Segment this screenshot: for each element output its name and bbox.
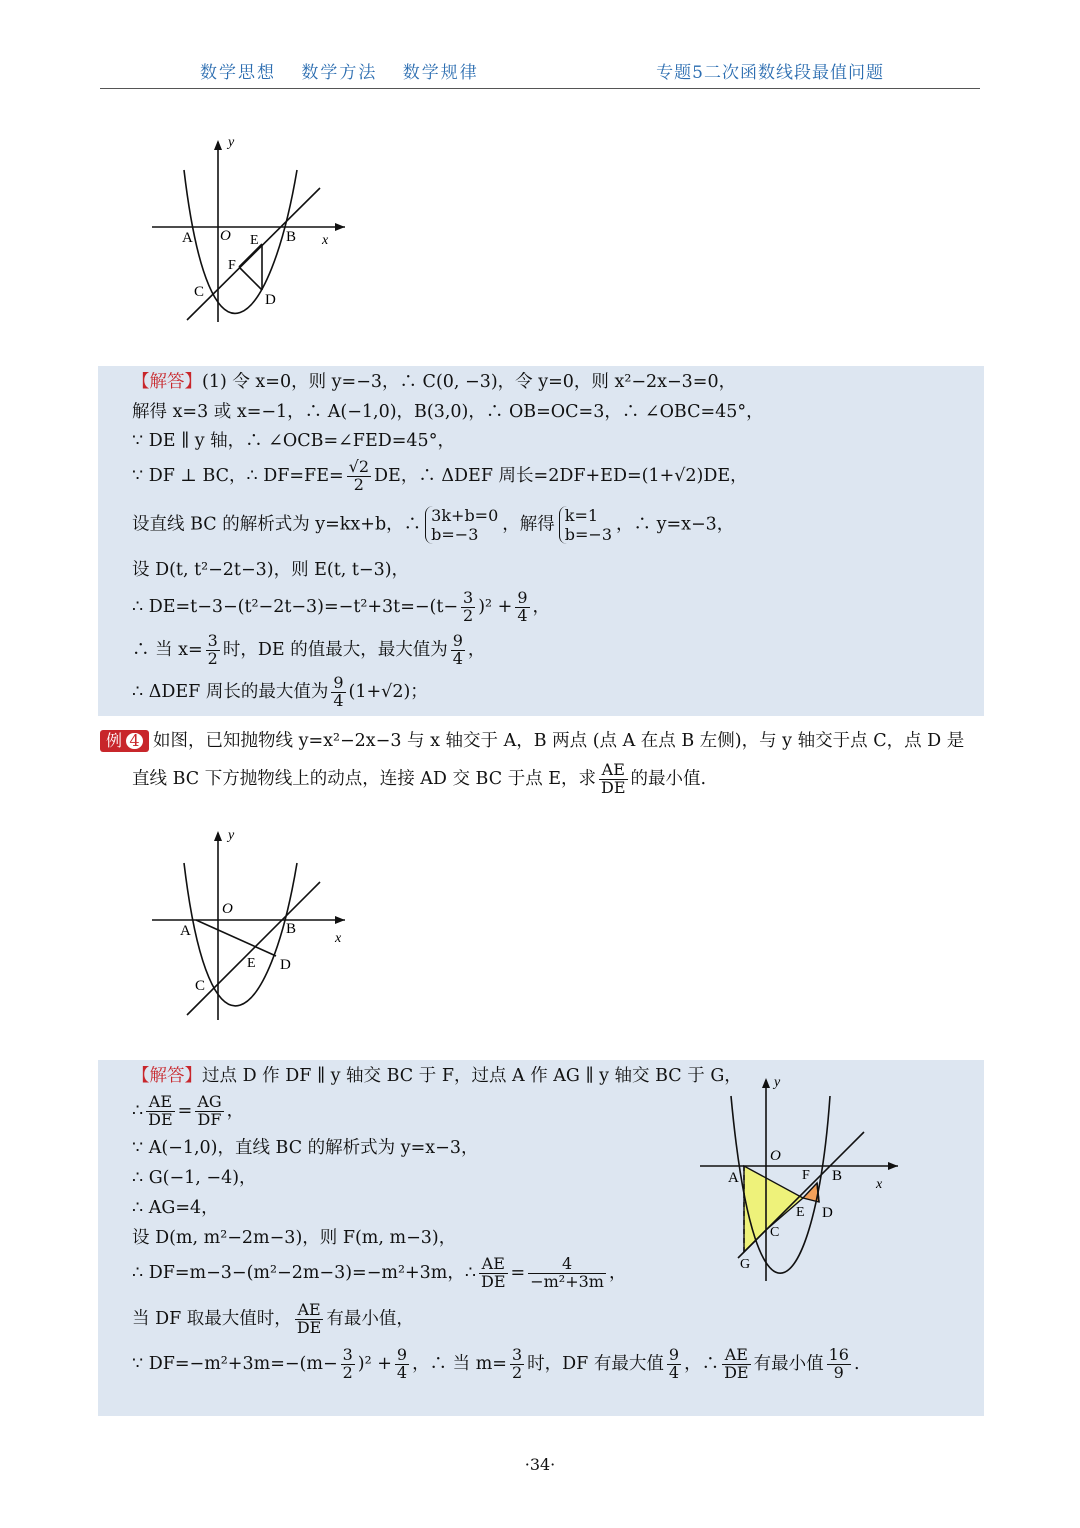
system-2: k=1 b=−3	[559, 506, 612, 544]
figure-3	[698, 1066, 908, 1286]
fig1-C: C	[194, 284, 205, 300]
sol1-line-3: ∵ DE ∥ y 轴，∴ ∠OCB=∠FED=45°，	[132, 431, 455, 451]
sol1-line-9: ∴ ΔDEF 周长的最大值为 $\frac{9}{4}$ (1+√2)；	[132, 673, 428, 710]
fig3-A: A	[728, 1170, 739, 1186]
sol2-line-3: ∵ A(−1,0)，直线 BC 的解析式为 y=x−3，	[132, 1138, 479, 1158]
sol1-line-6: 设 D(t, t²−2t−3)，则 E(t, t−3)，	[132, 560, 410, 580]
sol1-line-2: 解得 x=3 或 x=−1，∴ A(−1,0)，B(3,0)，∴ OB=OC=3，∴ ∠OBC=45°，	[132, 402, 764, 422]
fig1-E: E	[250, 233, 259, 248]
header-left: 数学思想 数学方法 数学规律	[200, 63, 479, 83]
example-text-1: 如图，已知抛物线 y=x²−2x−3 与 x 轴交于 A，B 两点 (点 A 在点 B 左侧)，与 y 轴交于点 C，点 D 是	[153, 731, 965, 751]
figure-2	[140, 825, 370, 1025]
fig2-B: B	[286, 921, 297, 937]
fig2-O: O	[222, 901, 233, 917]
sol2-line-8: 当 DF 取最大值时， $\frac{AE}{DE}$ 有最小值，	[132, 1300, 414, 1337]
sol1-line-8: ∴ 当 x= $\frac{3}{2}$ 时，DE 的值最大，最大值为 $\frac{9}{4}$ ，	[132, 631, 486, 668]
sol1-line-7: ∴ DE=t−3−(t²−2t−3)=−t²+3t=−(t− $\frac{3}{2}$ )² + $\frac{9}{4}$ ，	[132, 588, 550, 625]
fig1-B: B	[286, 229, 297, 245]
solution-1-box	[98, 366, 984, 716]
fig2-E: E	[247, 956, 256, 971]
fig2-y-label: y	[228, 828, 235, 843]
fig3-E: E	[796, 1205, 805, 1220]
sol2-line-5: ∴ AG=4，	[132, 1198, 219, 1218]
fig3-D: D	[822, 1205, 833, 1221]
fig2-D: D	[280, 957, 291, 973]
fig3-C: C	[770, 1225, 780, 1240]
fig2-A: A	[180, 923, 191, 939]
fig1-x-label: x	[322, 233, 329, 248]
sol2-tag: 【解答】	[132, 1066, 202, 1086]
frac-sqrt2-over-2: $\frac{√2}{2}$	[348, 457, 370, 494]
sol1-line-1	[132, 374, 736, 392]
sol1-line-4: ∵ DF ⊥ BC，∴ DF=FE= $\frac{√2}{2}$ DE，∴ ΔDEF 周长=2DF+ED=(1+√2)DE，	[132, 457, 748, 494]
sol2-line-7: ∴ DF=m−3−(m²−2m−3)=−m²+3m，∴ $\frac{AE}{DE}$ = $\frac{4}{\text{−m²+3m}}$ ，	[132, 1254, 627, 1291]
sol2-line-6: 设 D(m, m²−2m−3)，则 F(m, m−3)，	[132, 1228, 457, 1248]
fig1-A: A	[182, 230, 193, 246]
fig3-x-label: x	[876, 1177, 883, 1192]
example-badge: 例 4	[100, 730, 149, 752]
sol2-line-1: 【解答】过点 D 作 DF ∥ y 轴交 BC 于 F，过点 A 作 AG ∥ y 轴交 BC 于 G，	[132, 1066, 742, 1086]
solution-2-box	[98, 1060, 984, 1416]
sol2-line-4: ∴ G(−1, −4)，	[132, 1168, 257, 1188]
system-1: 3k+b=0 b=−3	[425, 506, 498, 544]
fig3-B: B	[832, 1168, 843, 1184]
page-header	[100, 58, 980, 89]
sol1-text-1: (1) 令 x=0，则 y=−3，∴ C(0, −3)，令 y=0，则 x²−2x−3=0，	[202, 372, 737, 392]
fig1-O: O	[220, 228, 231, 244]
frac-AE-DE: $\frac{AE}{DE}$	[601, 760, 626, 797]
page-number: ·34·	[524, 1455, 556, 1474]
sol1-line-5: 设直线 BC 的解析式为 y=kx+b，∴ 3k+b=0 b=−3 ，解得 k=1 b=−3 ，∴ y=x−3，	[132, 506, 735, 545]
fig3-O: O	[770, 1148, 781, 1164]
header-right: 专题5二次函数线段最值问题	[656, 63, 884, 83]
fig3-F: F	[802, 1168, 810, 1183]
fig3-y-label: y	[774, 1075, 781, 1090]
sol2-line-9: ∵ DF=−m²+3m=−(m− $\frac{3}{2}$ )² + $\frac{9}{4}$ ，∴ 当 m= $\frac{3}{2}$ 时，DF 有最大值 $\frac{9}{4}$ ，∴ $\frac{AE}{DE}$ 有最小值 $\frac{16}{9}$ .	[132, 1345, 860, 1382]
fig1-F: F	[228, 258, 236, 273]
example-line-2: 直线 BC 下方抛物线上的动点，连接 AD 交 BC 于点 E，求 $\frac{AE}{DE}$ 的最小值.	[132, 760, 707, 797]
fig1-y-label: y	[228, 135, 235, 150]
fig2-x-label: x	[335, 931, 342, 946]
figure-1	[140, 130, 370, 330]
fig1-D: D	[265, 292, 276, 308]
fig3-G: G	[740, 1257, 751, 1272]
fig2-C: C	[195, 978, 206, 994]
sol1-tag: 【解答】	[132, 372, 202, 392]
sol2-line-2: ∴ $\frac{AE}{DE}$ = $\frac{AG}{DF}$ ，	[132, 1092, 245, 1129]
example-4	[100, 730, 964, 797]
